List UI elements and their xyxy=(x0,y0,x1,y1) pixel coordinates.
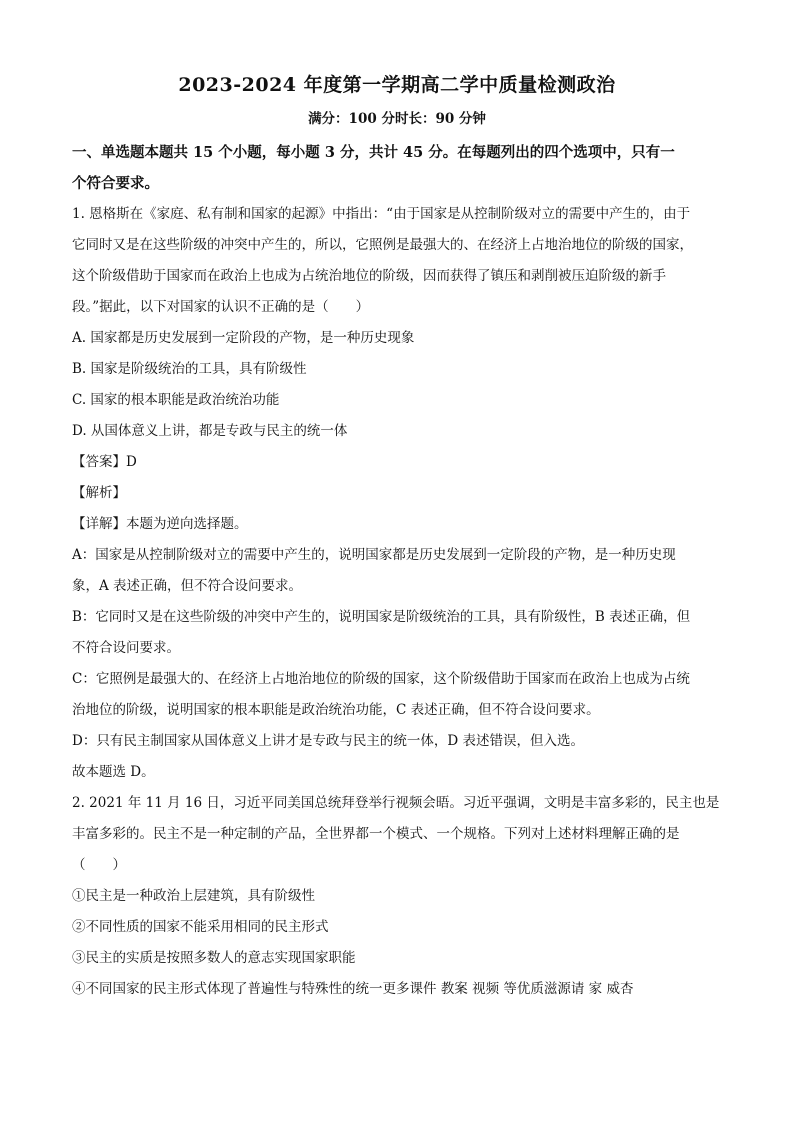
q1-analysis-label: 【解析】 xyxy=(72,485,126,501)
q1-stem-line: 段。”据此，以下对国家的认识不正确的是（ ） xyxy=(72,299,370,315)
q1-stem-line: 1. 恩格斯在《家庭、私有制和国家的起源》中指出：“由于国家是从控制阶级对立的需要中产生的，由于 xyxy=(72,206,691,222)
q1-option-c: C. 国家的根本职能是政治统治功能 xyxy=(72,392,280,408)
question-1 xyxy=(72,199,722,788)
q1-detail-line: 不符合设问要求。 xyxy=(72,640,180,656)
q1-detail-line: A：国家是从控制阶级对立的需要中产生的，说明国家都是历史发展到一定阶段的产物，是一种历史现 xyxy=(72,547,676,563)
q2-item-1: ①民主是一种政治上层建筑，具有阶级性 xyxy=(72,888,315,904)
q2-item-4: ④不同国家的民主形式体现了普遍性与特殊性的统一更多课件 教案 视频 等优质滋源请 家 威杏 xyxy=(72,981,634,997)
q1-option-a: A. 国家都是历史发展到一定阶段的产物，是一种历史现象 xyxy=(72,330,415,346)
q1-detail-line: B：它同时又是在这些阶级的冲突中产生的，说明国家是阶级统治的工具，具有阶级性，B 表述正确，但 xyxy=(72,609,691,625)
q2-stem-line: 2. 2021 年 11 月 16 日，习近平同美国总统拜登举行视频会晤。习近平强调，文明是丰富多彩的，民主也是 xyxy=(72,795,720,811)
section-heading-line-2: 个符合要求。 xyxy=(72,175,159,192)
q2-stem-line: 丰富多彩的。民主不是一种定制的产品，全世界都一个模式、一个规格。下列对上述材料理解正确的是 xyxy=(72,826,680,842)
q1-answer: 【答案】D xyxy=(72,454,137,470)
q2-stem-line: （ ） xyxy=(72,857,126,873)
q1-detail-line: 故本题选 D。 xyxy=(72,764,155,780)
q1-detail-line: 象，A 表述正确，但不符合设问要求。 xyxy=(72,578,303,594)
q1-option-b: B. 国家是阶级统治的工具，具有阶级性 xyxy=(72,361,307,377)
q2-item-3: ③民主的实质是按照多数人的意志实现国家职能 xyxy=(72,950,356,966)
q2-item-2: ②不同性质的国家不能采用相同的民主形式 xyxy=(72,919,329,935)
question-2 xyxy=(72,788,722,1005)
q1-detail-line: 治地位的阶级，说明国家的根本职能是政治统治功能，C 表述正确，但不符合设问要求。 xyxy=(72,702,600,718)
q1-stem-line: 它同时又是在这些阶级的冲突中产生的，所以，它照例是最强大的、在经济上占地治地位的阶级的国家， xyxy=(72,237,693,253)
page-title: 2023-2024 年度第一学期高二学中质量检测政治 xyxy=(178,74,616,96)
q1-detail-line: C：它照例是最强大的、在经济上占地治地位的阶级的国家，这个阶级借助于国家而在政治上也成为占统 xyxy=(72,671,690,687)
section-heading-line-1: 一、单选题本题共 15 个小题，每小题 3 分，共计 45 分。在每题列出的四个选项中，只有一 xyxy=(72,144,675,161)
q1-option-d: D. 从国体意义上讲，都是专政与民主的统一体 xyxy=(72,423,348,439)
page-subtitle: 满分：100 分时长：90 分钟 xyxy=(308,111,486,127)
q1-detail-line: 【详解】本题为逆向选择题。 xyxy=(72,516,248,532)
q1-stem-line: 这个阶级借助于国家而在政治上也成为占统治地位的阶级，因而获得了镇压和剥削被压迫阶级的新手 xyxy=(72,268,666,284)
q1-detail-line: D：只有民主制国家从国体意义上讲才是专政与民主的统一体，D 表述错误，但入选。 xyxy=(72,733,584,749)
